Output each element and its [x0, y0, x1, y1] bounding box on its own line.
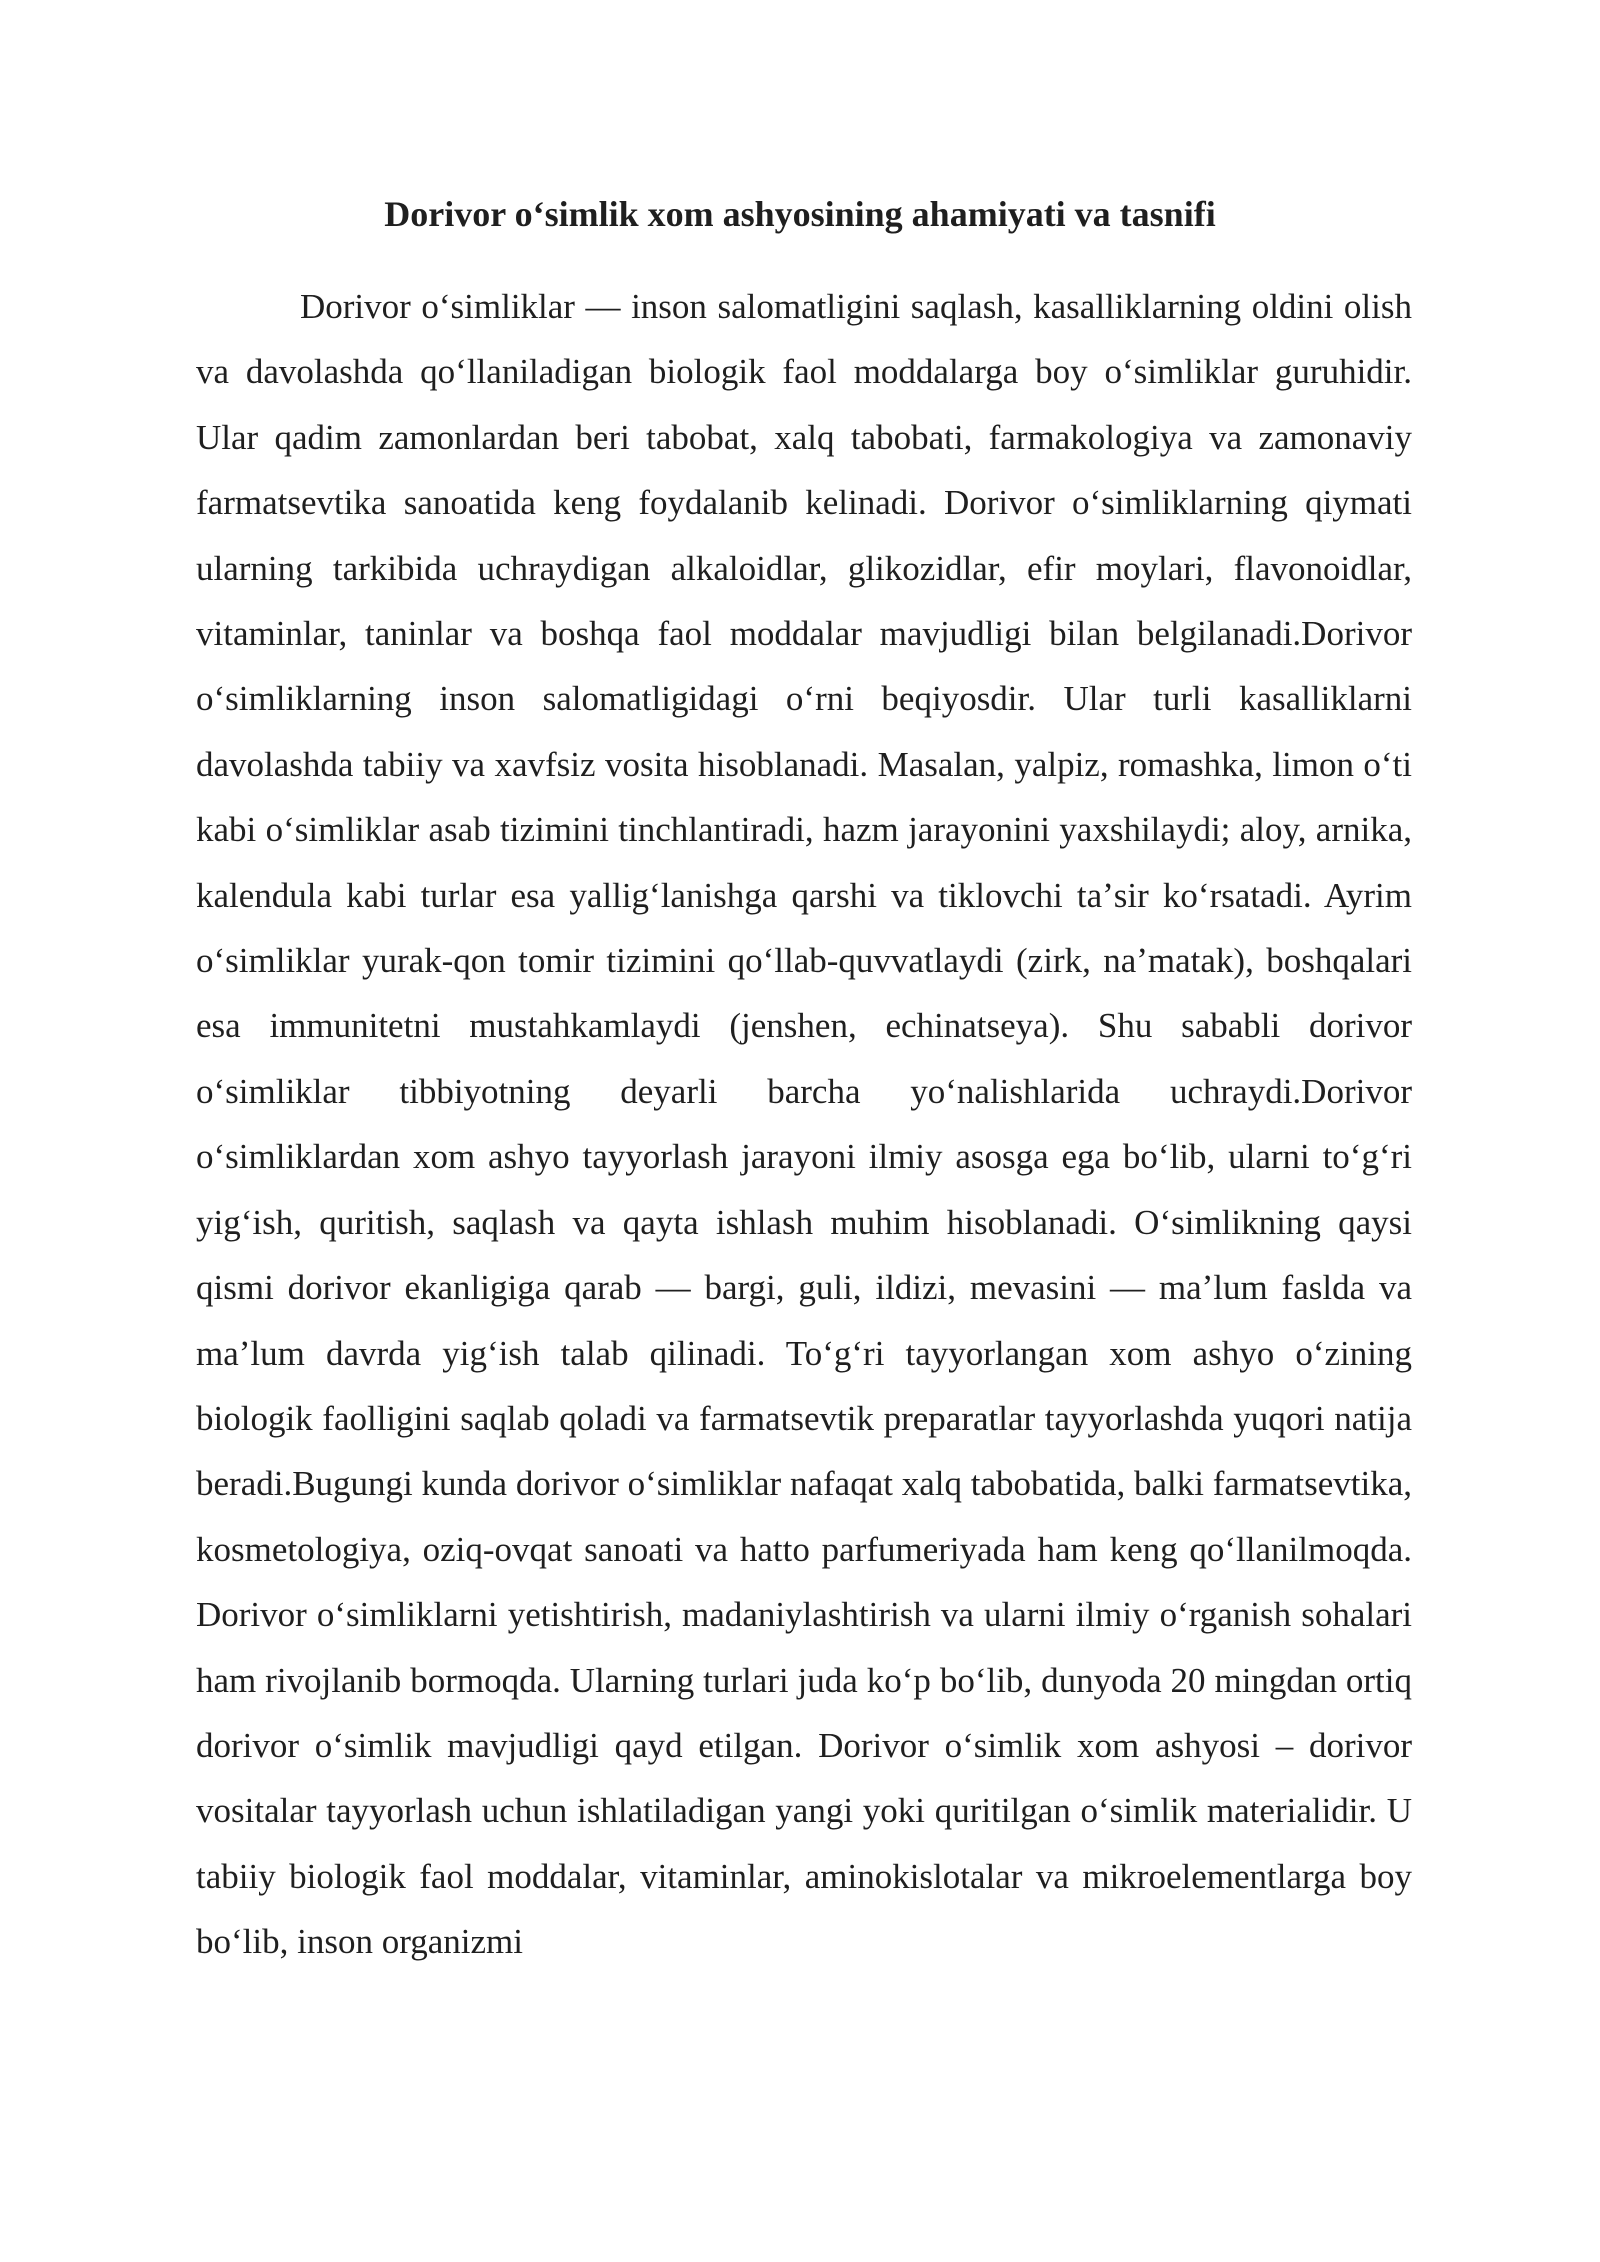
- body-paragraph: Dorivor oʻsimliklar — inson salomatligini saqlash, kasalliklarning oldini olish va davolashda qoʻllaniladigan biologik faol moddalarga boy oʻsimliklar guruhidir. Ular qadim zamonlardan beri tabobat, xalq tabobati, farmakologiya va zamonaviy farmatsevtika sanoatida keng foydalanib kelinadi. Dorivor oʻsimliklarning qiymati ularning tarkibida uchraydigan alkaloidlar, glikozidlar, efir moylari, flavonoidlar, vitaminlar, taninlar va boshqa faol moddalar mavjudligi bilan belgilanadi.Dorivor oʻsimliklarning inson salomatligidagi oʻrni beqiyosdir. Ular turli kasalliklarni davolashda tabiiy va xavfsiz vosita hisoblanadi. Masalan, yalpiz, romashka, limon oʻti kabi oʻsimliklar asab tizimini tinchlantiradi, hazm jarayonini yaxshilaydi; aloy, arnika, kalendula kabi turlar esa yalligʻlanishga qarshi va tiklovchi taʼsir koʻrsatadi. Ayrim oʻsimliklar yurak-qon tomir tizimini qoʻllab-quvvatlaydi (zirk, naʼmatak), boshqalari esa immunitetni mustahkamlaydi (jenshen, echinatseya). Shu sababli dorivor oʻsimliklar tibbiyotning deyarli barcha yoʻnalishlarida uchraydi.Dorivor oʻsimliklardan xom ashyo tayyorlash jarayoni ilmiy asosga ega boʻlib, ularni toʻgʻri yigʻish, quritish, saqlash va qayta ishlash muhim hisoblanadi. Oʻsimlikning qaysi qismi dorivor ekanligiga qarab — bargi, guli, ildizi, mevasini — maʼlum faslda va maʼlum davrda yigʻish talab qilinadi. Toʻgʻri tayyorlangan xom ashyo oʻzining biologik faolligini saqlab qoladi va farmatsevtik preparatlar tayyorlashda yuqori natija beradi.Bugungi kunda dorivor oʻsimliklar nafaqat xalq tabobatida, balki farmatsevtika, kosmetologiya, oziq-ovqat sanoati va hatto parfumeriyada ham keng qoʻllanilmoqda. Dorivor oʻsimliklarni yetishtirish, madaniylashtirish va ularni ilmiy oʻrganish sohalari ham rivojlanib bormoqda. Ularning turlari juda koʻp boʻlib, dunyoda 20 mingdan ortiq dorivor oʻsimlik mavjudligi qayd etilgan. Dorivor oʻsimlik xom ashyosi – dorivor vositalar tayyorlash uchun ishlatiladigan yangi yoki quritilgan oʻsimlik materialidir. U tabiiy biologik faol moddalar, vitaminlar, aminokislotalar va mikroelementlarga boy boʻlib, inson organizmi: [196, 287, 1412, 1962]
- document-title: Dorivor oʻsimlik xom ashyosining ahamiyati va tasnifi: [384, 194, 1216, 234]
